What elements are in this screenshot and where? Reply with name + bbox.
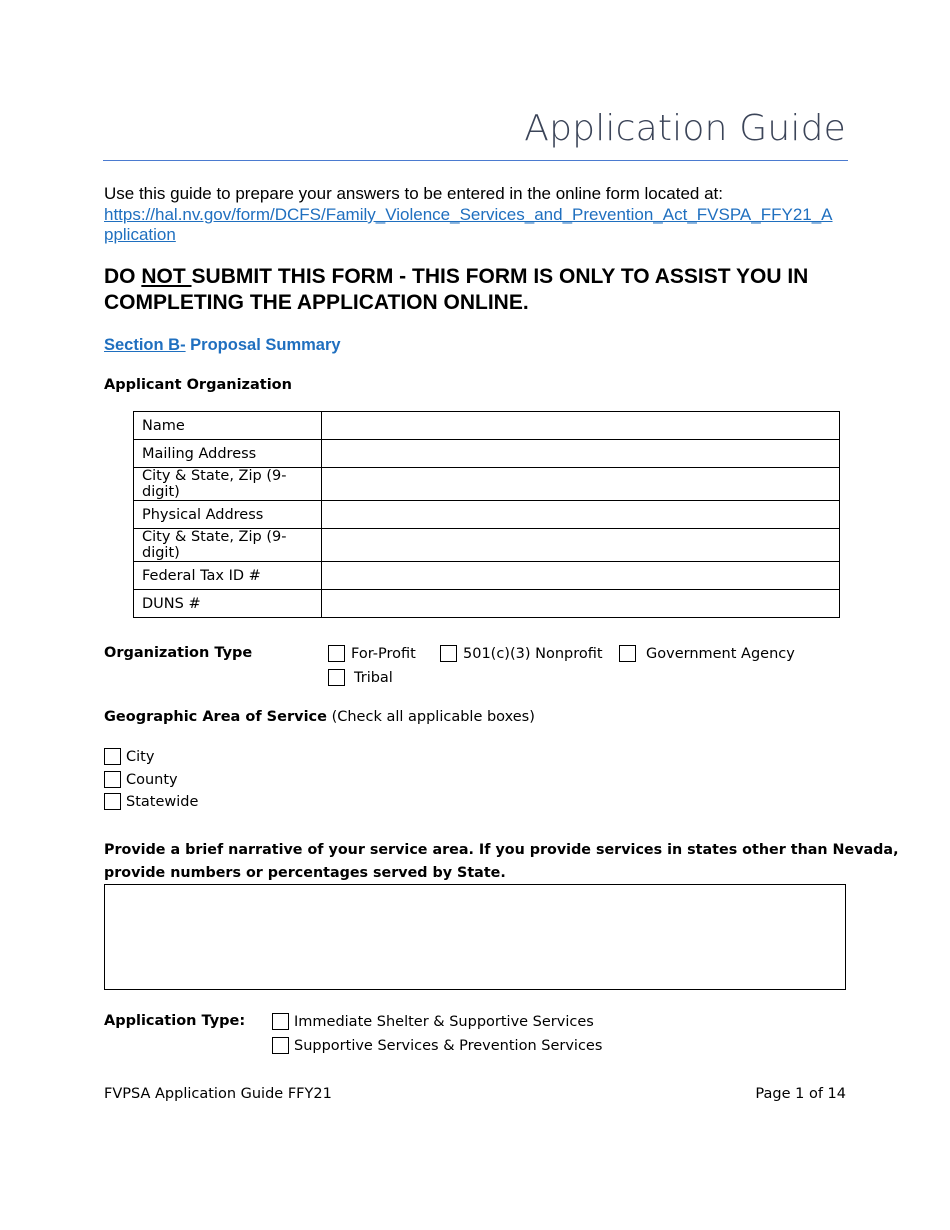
checkbox[interactable]: [272, 1013, 289, 1030]
duns-field[interactable]: [322, 590, 840, 618]
applicant-organization-label: Applicant Organization: [104, 377, 292, 393]
applicant-organization-table: [133, 411, 840, 618]
option-label: For-Profit: [351, 645, 416, 662]
checkbox[interactable]: [619, 645, 636, 662]
option-label: Statewide: [126, 793, 199, 810]
geo-note: (Check all applicable boxes): [326, 709, 535, 725]
checkbox[interactable]: [104, 793, 121, 810]
section-title: Proposal Summary: [185, 336, 341, 354]
organization-type-label: Organization Type: [104, 645, 253, 661]
checkbox[interactable]: [328, 645, 345, 662]
do-not-submit-warning: [104, 264, 849, 316]
table-row: [134, 412, 840, 440]
row-label: DUNS #: [134, 590, 322, 618]
app-type-prevention[interactable]: [272, 1037, 602, 1054]
geo-county[interactable]: [104, 771, 178, 788]
row-label: City & State, Zip (9-digit): [134, 529, 322, 562]
table-row: [134, 440, 840, 468]
option-label: Supportive Services & Prevention Services: [294, 1037, 603, 1054]
table-row: [134, 468, 840, 501]
page-title: Application Guide: [524, 108, 846, 149]
narrative-prompt: [104, 839, 899, 885]
geo-statewide[interactable]: [104, 793, 198, 810]
org-type-tribal[interactable]: [328, 669, 393, 686]
org-type-for-profit[interactable]: [328, 645, 416, 662]
option-label: Immediate Shelter & Supportive Services: [294, 1013, 594, 1030]
physical-address-field[interactable]: [322, 501, 840, 529]
option-label: City: [126, 748, 155, 765]
row-label: Physical Address: [134, 501, 322, 529]
row-label: Name: [134, 412, 322, 440]
narrative-prompt-line1: Provide a brief narrative of your service area. If you provide services in states other than Nevada,: [104, 842, 899, 858]
narrative-textarea[interactable]: [104, 884, 846, 990]
app-type-shelter[interactable]: [272, 1013, 594, 1030]
option-label: Tribal: [354, 669, 393, 686]
checkbox[interactable]: [104, 771, 121, 788]
application-type-label: Application Type:: [104, 1013, 246, 1029]
org-type-government-agency[interactable]: [619, 645, 795, 662]
warning-part2: SUBMIT THIS FORM - THIS FORM IS ONLY TO ASSIST YOU IN COMPLETING THE APPLICATION ONLINE.: [104, 265, 809, 314]
physical-city-state-zip-field[interactable]: [322, 529, 840, 562]
option-label: 501(c)(3) Nonprofit: [463, 645, 603, 662]
table-row: [134, 501, 840, 529]
row-label: Mailing Address: [134, 440, 322, 468]
section-heading: [104, 336, 341, 355]
section-link[interactable]: Section B-: [104, 336, 186, 354]
page-number: Page 1 of 14: [755, 1086, 846, 1102]
geographic-area-label: [104, 709, 535, 725]
footer-title: FVPSA Application Guide FFY21: [104, 1086, 332, 1102]
intro-text: Use this guide to prepare your answers to be entered in the online form located at:: [104, 184, 723, 203]
checkbox[interactable]: [440, 645, 457, 662]
online-form-link[interactable]: [104, 205, 840, 245]
option-label: Government Agency: [646, 645, 795, 662]
table-row: [134, 562, 840, 590]
geo-city[interactable]: [104, 748, 154, 765]
geo-label: Geographic Area of Service: [104, 709, 327, 725]
row-label: City & State, Zip (9-digit): [134, 468, 322, 501]
checkbox[interactable]: [328, 669, 345, 686]
warning-part1: DO: [104, 265, 142, 288]
option-label: County: [126, 771, 178, 788]
federal-tax-id-field[interactable]: [322, 562, 840, 590]
org-type-nonprofit[interactable]: [440, 645, 603, 662]
table-row: [134, 529, 840, 562]
online-form-link-line2[interactable]: pplication: [104, 225, 176, 244]
mailing-address-field[interactable]: [322, 440, 840, 468]
checkbox[interactable]: [272, 1037, 289, 1054]
online-form-link-line1[interactable]: https://hal.nv.gov/form/DCFS/Family_Violence_Services_and_Prevention_Act_FVSPA_FFY21_A: [104, 205, 833, 224]
table-row: [134, 590, 840, 618]
narrative-prompt-line2: provide numbers or percentages served by State.: [104, 865, 506, 881]
checkbox[interactable]: [104, 748, 121, 765]
name-field[interactable]: [322, 412, 840, 440]
mailing-city-state-zip-field[interactable]: [322, 468, 840, 501]
title-divider: [103, 160, 848, 161]
warning-not: NOT: [141, 265, 192, 288]
row-label: Federal Tax ID #: [134, 562, 322, 590]
